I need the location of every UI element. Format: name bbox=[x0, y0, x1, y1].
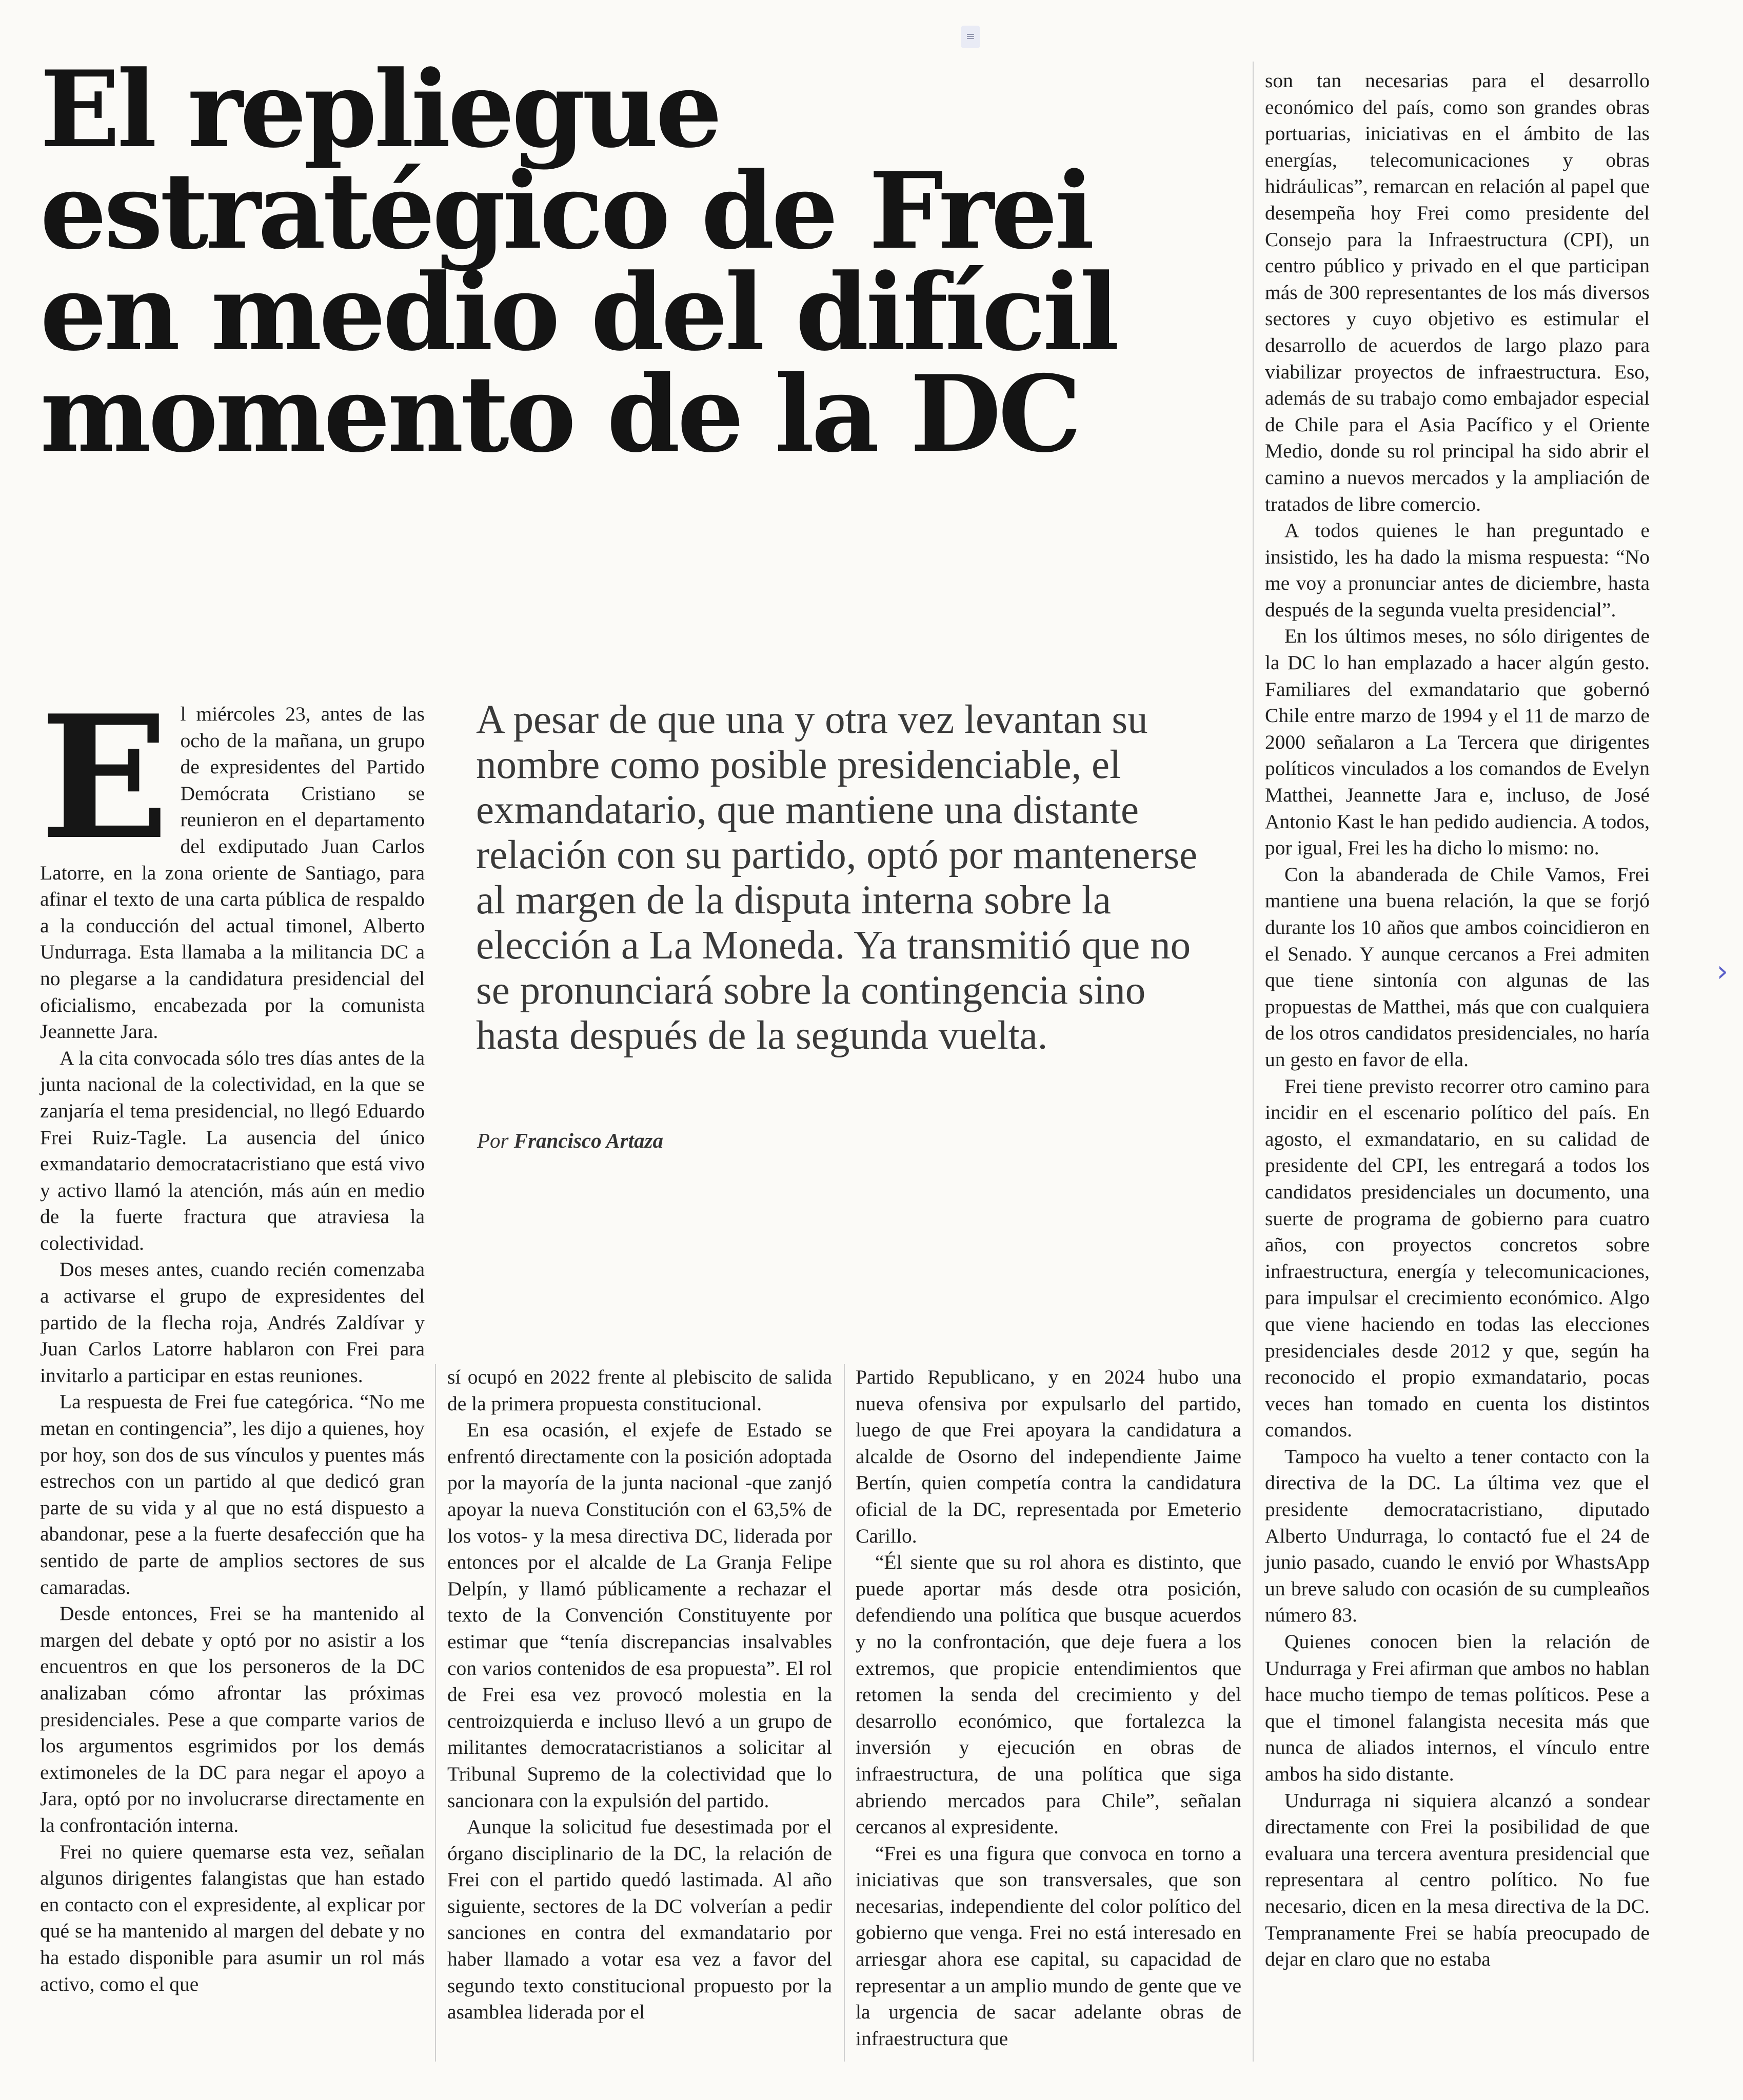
paragraph: Quienes conocen bien la relación de Undurraga y Frei afirman que ambos no hablan hace mucho tiempo de temas políticos. Pese a que el timonel falangista necesita más que nunca de aliados internos, el vínculo entre ambos ha sido distante. bbox=[1265, 1630, 1650, 1785]
column-4 bbox=[1265, 68, 1650, 2063]
chevron-right-icon[interactable]: › bbox=[1716, 955, 1729, 988]
paragraph: Partido Republicano, y en 2024 hubo una nueva ofensiva por expulsarlo del partido, luego de que Frei apoyara la candidatura a alcalde de Osorno del independiente Jaime Bertín, quien competía contra la candidatura oficial de la DC, representada por Emeterio Carillo. bbox=[856, 1366, 1241, 1547]
paragraph: Desde entonces, Frei se ha mantenido al margen del debate y optó por no asistir a los encuentros en que los personeros de la DC analizaban cómo afrontar las próximas presidenciales. Pese a que comparte varios de los argumentos esgrimidos por los demás extimoneles de la DC para negar el apoyo a Jara, optó por no involucrarse directamente en la confrontación interna. bbox=[40, 1602, 425, 1836]
paragraph: En esa ocasión, el exjefe de Estado se enfrentó directamente con la posición adoptada por la mayoría de la junta nacional -que zanjó apoyar la nueva Constitución con el 63,5% de los votos- y la mesa directiva DC, liderada por entonces por el alcalde de La Granja Felipe Delpín, y llamó públicamente a rechazar el texto de la Convención Constituyente por estimar que “tenía discrepancias insalvables con varios contenidos de esa propuesta”. El rol de Frei esa vez provocó molestia en la centroizquierda e incluso llevó a un grupo de militantes democratacristianos a solicitar al Tribunal Supremo de la colectividad que lo sancionara con la expulsión del partido. bbox=[447, 1418, 832, 1812]
column-2 bbox=[447, 1364, 832, 2062]
byline bbox=[477, 1128, 663, 1153]
paragraph: Tampoco ha vuelto a tener contacto con la directiva de la DC. La última vez que el presidente democratacristiano, diputado Alberto Undurraga, lo contactó fue el 24 de junio pasado, cuando le envió por WhastsApp un breve saludo con ocasión de su cumpleaños número 83. bbox=[1265, 1445, 1650, 1627]
column-divider bbox=[844, 1364, 845, 2062]
paragraph: Undurraga ni siquiera alcanzó a sondear directamente con Frei la posibilidad de que evaluara una tercera aventura presidencial que representara al centro político. No fue necesario, dicen en la mesa directiva de la DC. Tempranamente Frei se había preocupado de dejar en claro que no estaba bbox=[1265, 1789, 1650, 1971]
paragraph: La respuesta de Frei fue categórica. “No me metan en contingencia”, les dijo a quienes, hoy por hoy, son dos de sus vínculos y puentes más estrechos con un partido al que dedicó gran parte de su vida y al que no está dispuesto a abandonar, pese a la fuerte desafección que ha sentido de parte de amplios sectores de sus camaradas. bbox=[40, 1390, 425, 1598]
paragraph: Frei no quiere quemarse esta vez, señalan algunos dirigentes falangistas que han estado en contacto con el expresidente, al explicar por qué se ha mantenido al margen del debate y no ha estado disponible para asumir un rol más activo, como el que bbox=[40, 1840, 425, 1995]
paragraph: sí ocupó en 2022 frente al plebiscito de salida de la primera propuesta constitucional. bbox=[447, 1366, 832, 1415]
paragraph: “Frei es una figura que convoca en torno a iniciativas que son transversales, que son necesarias, independiente del color político del gobierno que venga. Frei no está interesado en arriesgar ahora ese capital, su capacidad de representar a un amplio mundo de gente que ve la urgencia de sacar adelante obras de infraestructura que bbox=[856, 1842, 1241, 2050]
paragraph: Con la abanderada de Chile Vamos, Frei mantiene una buena relación, la que se forjó durante los 10 años que ambos coincidieron en el Senado. Y aunque cercanos a Frei admiten que tiene sintonía con algunas de las propuestas de Matthei, más que con cualquiera de los otros candidatos presidenciales, no haría un gesto en favor de ella. bbox=[1265, 863, 1650, 1071]
paragraph: “Él siente que su rol ahora es distinto, que puede aportar más desde otra posición, defendiendo una política que busque acuerdos y no la confrontación, que deje fuera a los extremos, que propicie entendimientos que retomen la senda del crecimiento y del desarrollo económico, que fortalezca la inversión y ejecución en obras de infraestructura, de una política que siga abriendo mercados para Chile”, señalan cercanos al expresidente. bbox=[856, 1551, 1241, 1838]
column-1 bbox=[40, 678, 425, 2060]
column-divider bbox=[435, 1364, 436, 2062]
paragraph: Frei tiene previsto recorrer otro camino para incidir en el escenario político del país. En agosto, el exmandatario, en su calidad de presidente del CPI, les entregará a todos los candidatos presidenciales un documento, una suerte de programa de gobierno para cuatro años, con proyectos concretos sobre infraestructura, energía y telecomunicaciones, para impulsar el crecimiento económico. Algo que viene haciendo en todas las elecciones presidenciales desde 2012 y que, según ha reconocido el propio exmandatario, pocas veces han tomado en cuenta los distintos comandos. bbox=[1265, 1074, 1650, 1442]
paragraph: l miércoles 23, antes de las ocho de la mañana, un grupo de expresidentes del Partido Demócrata Cristiano se reunieron en el departamento del exdiputado Juan Carlos Latorre, en la zona oriente de Santiago, para afinar el texto de una carta pública de respaldo a la conducción del actual timonel, Alberto Undurraga. Esta llamaba a la militancia DC a no plegarse a la candidatura presidencial del oficialismo, encabezada por la comunista Jeannette Jara. bbox=[40, 703, 425, 1043]
paragraph: Dos meses antes, cuando recién comenzaba a activarse el grupo de expresidentes del partido de la flecha roja, Andrés Zaldívar y Juan Carlos Latorre hablaron con Frei para invitarlo a participar en estas reuniones. bbox=[40, 1258, 425, 1387]
byline-prefix: Por bbox=[477, 1129, 509, 1152]
page-icon[interactable]: ≡ bbox=[961, 26, 980, 48]
headline: El repliegue estratégico de Frei en medio del difícil momento de la DC bbox=[40, 48, 1117, 476]
column-3 bbox=[856, 1364, 1241, 2062]
column-divider bbox=[1253, 62, 1254, 2062]
article-lead: A pesar de que una y otra vez levantan su nombre como posible presidenciable, el exmandatario, que mantiene una distante relación con su partido, optó por mantenerse al margen de la disputa interna sobre la elección a La Moneda. Ya transmitió que no se pronunciará sobre la contingencia sino hasta después de la segunda vuelta. bbox=[476, 697, 1198, 1058]
paragraph: son tan necesarias para el desarrollo económico del país, como son grandes obras portuarias, iniciativas en el ámbito de las energías, telecomunicaciones y obras hidráulicas”, remarcan en relación al papel que desempeña hoy Frei como presidente del Consejo para la Infraestructura (CPI), un centro público y privado en el que participan más de 300 representantes de los más diversos sectores y cuyo objetivo es estimular el desarrollo de acuerdos de largo plazo para viabilizar proyectos de infraestructura. Eso, además de su trabajo como embajador especial de Chile para el Asia Pacífico y el Oriente Medio, donde su rol principal ha sido abrir el camino a nuevos mercados y la ampliación de tratados de libre comercio. bbox=[1265, 69, 1650, 515]
paragraph: Aunque la solicitud fue desestimada por el órgano disciplinario de la DC, la relación de Frei con el partido quedó lastimada. Al año siguiente, sectores de la DC volverían a pedir sanciones en contra del exmandatario por haber llamado a votar esa vez a favor del segundo texto constitucional propuesto por la asamblea liderada por el bbox=[447, 1815, 832, 2024]
paragraph: A la cita convocada sólo tres días antes de la junta nacional de la colectividad, en la que se zanjaría el tema presidencial, no llegó Eduardo Frei Ruiz-Tagle. La ausencia del único exmandatario democratacristiano que está vivo y activo llamó la atención, más aún en medio de la fuerte fractura que atraviesa la colectividad. bbox=[40, 1046, 425, 1254]
paragraph: A todos quienes le han preguntado e insistido, les ha dado la misma respuesta: “No me voy a pronunciar antes de diciembre, hasta después de la segunda vuelta presidencial”. bbox=[1265, 519, 1650, 621]
byline-author: Francisco Artaza bbox=[513, 1129, 663, 1152]
drop-cap: E bbox=[40, 678, 169, 877]
paragraph: En los últimos meses, no sólo dirigentes de la DC lo han emplazado a hacer algún gesto. Familiares del exmandatario que gobernó Chile entre marzo de 1994 y el 11 de marzo de 2000 señalaron a La Tercera que dirigentes políticos vinculados a los comandos de Evelyn Matthei, Jeannette Jara e, incluso, de José Antonio Kast le han pedido audiencia. A todos, por igual, Frei les ha dicho lo mismo: no. bbox=[1265, 625, 1650, 859]
